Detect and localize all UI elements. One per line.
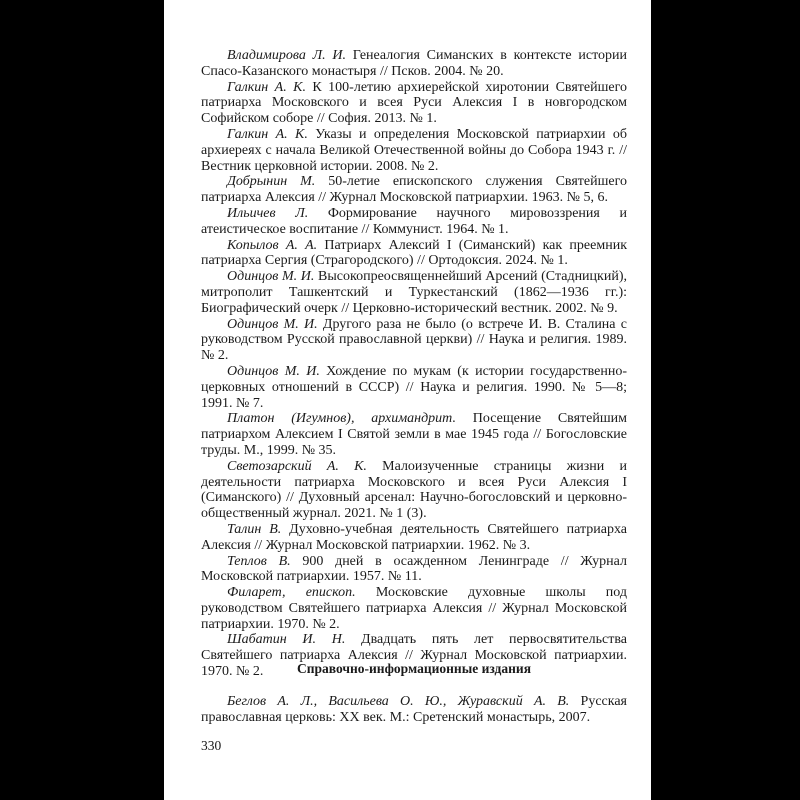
bibliography-entry: [201, 80, 627, 127]
bibliography-entry: [201, 522, 627, 554]
book-page: [164, 0, 651, 800]
entry-author: Беглов А. Л., Васильева О. Ю., Журавский А. В.: [227, 694, 570, 709]
bibliography-entry: [201, 585, 627, 632]
entry-text: Двадцать пять лет первосвятительства Святейшего патриарха Алексия // Журнал Московской патриархии. 1970. № 2.: [201, 632, 627, 680]
entry-text: Другого раза не было (о встрече И. В. Сталина с руководством Русской православной церкви) // Наука и религия. 1989. № 2.: [201, 316, 627, 364]
entry-author: Платон (Игумнов), архимандрит.: [227, 411, 456, 427]
entry-author: Светозарский А. К.: [227, 458, 367, 474]
entry-text: Малоизученные страницы жизни и деятельности патриарха Московского и всея Руси Алексия I (Симанского) // Духовный арсенал: Научно-богословский и церковно-общественный журнал. 2021. № 1 (3).: [201, 458, 627, 522]
bibliography-entry: [201, 364, 627, 411]
entry-text: Посещение Святейшим патриархом Алексием I Святой земли в мае 1945 года // Богословские труды. М., 1999. № 35.: [201, 411, 627, 458]
bibliography-entry: [201, 694, 627, 726]
entry-author: Одинцов М. И.: [227, 316, 318, 332]
bibliography-entry: [201, 411, 627, 458]
entry-text: Духовно-учебная деятельность Святейшего патриарха Алексия // Журнал Московской патриархии. 1962. № 3.: [201, 521, 627, 553]
bibliography-entry: [201, 317, 627, 364]
entry-author: Владимирова Л. И.: [227, 48, 346, 63]
bibliography-entry: [201, 238, 627, 270]
entry-author: Галкин А. К.: [227, 79, 306, 95]
entry-author: Теплов В.: [227, 553, 291, 569]
bibliography-entry: [201, 269, 627, 316]
entry-author: Одинцов М. И.: [227, 269, 315, 285]
bibliography-entry: [201, 459, 627, 522]
entry-text: Хождение по мукам (к истории государственно-церковных отношений в СССР) // Наука и религия. 1990. № 5—8; 1991. № 7.: [201, 363, 627, 411]
entry-author: Добрынин М.: [227, 174, 316, 190]
bibliography-entry: [201, 206, 627, 238]
entry-text: Московские духовные школы под руководством Святейшего патриарха Алексия // Журнал Московской патриархии. 1970. № 2.: [201, 585, 628, 632]
entry-text: Патриарх Алексий I (Симанский) как преемник патриарха Сергия (Страгородского) // Ортодоксия. 2024. № 1.: [201, 237, 627, 269]
bibliography-entry: [201, 554, 627, 586]
entry-author: Ильичев Л.: [227, 205, 309, 221]
entry-author: Талин В.: [227, 521, 282, 537]
section-heading: Справочно-информационные издания: [297, 661, 531, 676]
entry-text: Формирование научного мировоззрения и атеистическое воспитание // Коммунист. 1964. № 1.: [201, 205, 628, 237]
page-number: 330: [201, 738, 222, 753]
entry-author: Галкин А. К.: [227, 126, 308, 142]
entry-author: Шабатин И. Н.: [227, 632, 346, 648]
entry-author: Филарет, епископ.: [227, 585, 356, 601]
entry-author: Одинцов М. И.: [227, 363, 320, 379]
entry-text: 900 дней в осажденном Ленинграде // Журнал Московской патриархии. 1957. № 11.: [201, 553, 627, 585]
entry-author: Копылов А. А.: [227, 237, 318, 253]
bibliography-entry: [201, 127, 627, 174]
bibliography-list: [201, 48, 627, 680]
entry-text: Высокопреосвященнейший Арсений (Стадницкий), митрополит Ташкентский и Туркестанский (1862—1936 гг.): Биографический очерк // Церковно-исторический вестник. 2002. № 9.: [201, 269, 627, 316]
bibliography-entry: [201, 48, 627, 80]
entry-text: 50-летие епископского служения Святейшего патриарха Алексия // Журнал Московской патриархии. 1963. № 5, 6.: [201, 174, 627, 206]
entry-text: К 100-летию архиерейской хиротонии Святейшего патриарха Московского и всея Руси Алексия I в новгородском Софийском соборе // София. 2013. № 1.: [201, 79, 627, 127]
entry-text: Русская православная церковь: XX век. М.: Сретенский монастырь, 2007.: [201, 694, 627, 725]
entry-text: Генеалогия Симанских в контексте истории Спасо-Казанского монастыря // Псков. 2004. № 20.: [201, 48, 627, 79]
bibliography-entry: [201, 174, 627, 206]
entry-text: Указы и определения Московской патриархии об архиереях с начала Великой Отечественной войны до Собора 1943 г. // Вестник церковной истории. 2008. № 2.: [201, 126, 628, 174]
reference-works-list: [201, 694, 627, 726]
